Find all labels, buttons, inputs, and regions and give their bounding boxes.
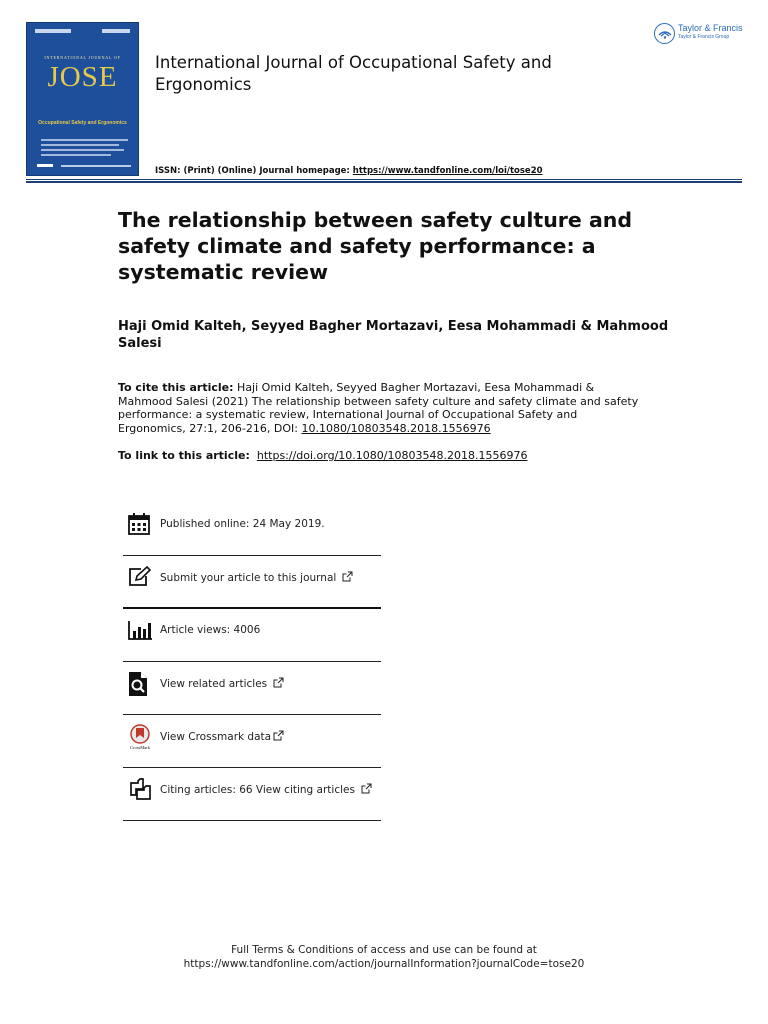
external-link-icon [273,677,284,691]
publisher-group: Taylor & Francis Group [678,34,730,40]
cover-footer [37,164,128,167]
crossmark-icon [127,724,153,750]
article-views: Article views: 4006 [160,624,261,636]
citing-articles-link[interactable] [160,783,372,797]
article-title: The relationship between safety culture and safety climate and safety performance: a systematic review [118,208,633,284]
citation-text: Haji Omid Kalteh, Seyyed Bagher Mortazavi, Eesa Mohammadi & Mahmood Salesi (2021) The relationship between safety culture and safety climate and safety performance: a systematic review, International Journal of Occupational Safety and Ergonomics, 27:1, 206-216, DOI: [118,381,639,435]
article-link-line [118,449,678,463]
citation-block [118,381,648,435]
submit-row[interactable] [123,556,381,609]
external-link-icon [273,730,284,744]
article-authors: Haji Omid Kalteh, Seyyed Bagher Mortazavi, Eesa Mohammadi & Mahmood Salesi [118,319,669,351]
submit-article-label: Submit your article to this journal [160,572,337,584]
related-articles-label: View related articles [160,678,268,690]
doi-link[interactable]: 10.1080/10803548.2018.1556976 [301,421,491,435]
journal-homepage-link[interactable]: https://www.tandfonline.com/loi/tose20 [352,166,543,176]
issn-text: ISSN: (Print) (Online) Journal homepage: [155,166,353,176]
terms-text: Full Terms & Conditions of access and use can be found at [231,944,537,956]
publisher-logo[interactable] [654,22,746,46]
views-row [123,609,381,662]
publisher-logo-icon [654,23,675,44]
cover-subtitle: Occupational Safety and Ergonomics [38,120,127,126]
published-row [123,503,381,556]
journal-cover [26,22,139,176]
external-link-icon [361,783,372,797]
crossmark-label: View Crossmark data [160,731,272,743]
article-doi-url[interactable]: https://doi.org/10.1080/10803548.2018.1556976 [256,449,528,462]
search-document-icon [127,671,153,697]
issn-line [155,166,543,176]
journal-title: International Journal of Occupational Safety and Ergonomics [155,53,552,94]
submit-article-link[interactable] [160,571,353,585]
article-info-list [123,503,381,821]
citing-articles-icon [127,777,153,803]
citing-articles-label: Citing articles: 66 View citing articles [160,784,355,796]
cover-acronym: JOSE [47,61,118,93]
cover-top-strip [35,29,130,33]
published-date: Published online: 24 May 2019. [160,518,325,530]
cover-text-lines [41,139,128,159]
cover-small-caption: INTERNATIONAL JOURNAL OF [44,55,121,60]
article-link-label: To link to this article: [118,449,250,462]
crossmark-link[interactable] [160,730,284,744]
calendar-icon [127,512,153,538]
edit-icon [127,565,153,591]
crossmark-caption: CrossMark [130,745,150,750]
terms-footer [0,943,768,971]
header-divider-thick [26,181,742,183]
terms-url[interactable]: https://www.tandfonline.com/action/journalInformation?journalCode=tose20 [183,958,585,970]
related-articles-link[interactable] [160,677,284,691]
related-row[interactable] [123,662,381,715]
external-link-icon [342,571,353,585]
publisher-name: Taylor & Francis [678,23,743,33]
citing-row[interactable] [123,768,381,821]
bar-chart-icon [127,618,153,644]
header-divider [26,179,742,180]
crossmark-row[interactable] [123,715,381,768]
citation-label: To cite this article: [118,381,234,394]
